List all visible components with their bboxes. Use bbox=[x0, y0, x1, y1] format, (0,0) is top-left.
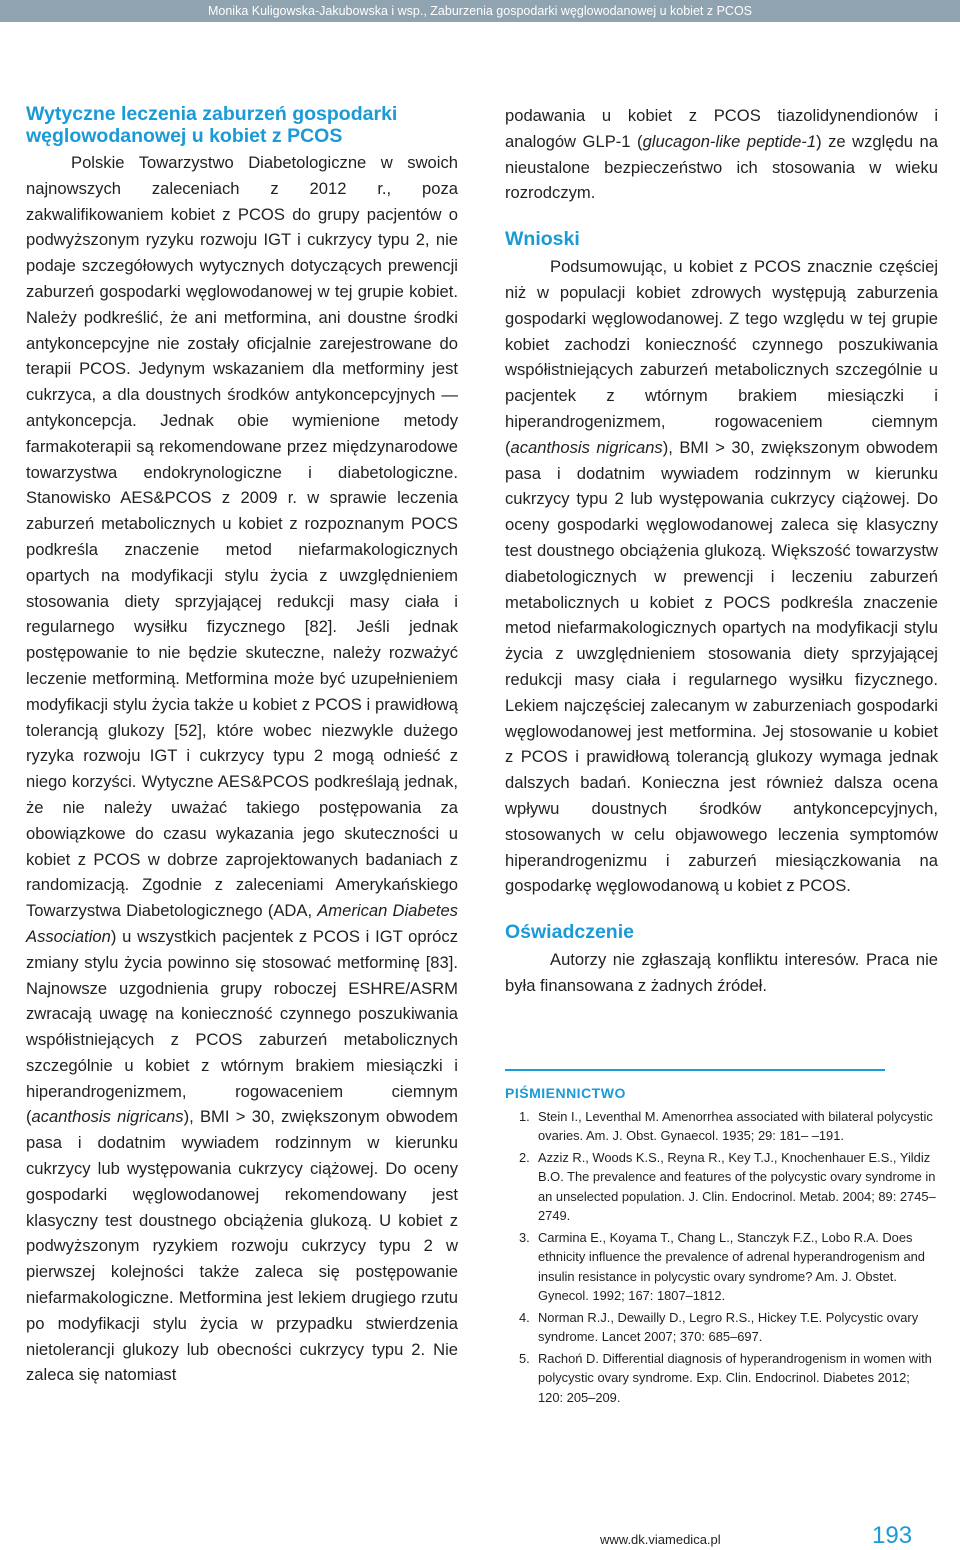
reference-item bbox=[505, 1148, 938, 1226]
section-heading-declaration: Oświadczenie bbox=[505, 921, 634, 944]
reference-text: Rachoń D. Differential diagnosis of hyperandrogenism in women with polycystic ovary syndrome. Exp. Clin. Endocrinol. Diabetes 2012; 120: 205–209. bbox=[538, 1350, 932, 1405]
reference-number: 5. bbox=[519, 1350, 530, 1366]
conclusions-paragraph: Podsumowując, u kobiet z PCOS znacznie częściej niż w populacji kobiet zdrowych występują zaburzenia gospodarki węglowodanowej. Z tego względu w tej grupie kobiet zachodzi konieczność czynnego poszukiwania współistniejących zaburzeń metabolicznych szczególnie u pacjentek z wtórnym brakiem miesiączki i hiperandrogenizmem, rogowaceniem ciemnym (acanthosis nigricans), BMI > 30, zwiększonym obwodem pasa i dodatnim wywiadem rodzinnym w kierunku cukrzycy typu 2 lub występowania cukrzycy ciążowej. Do oceny gospodarki węglowodanowej zaleca się klasyczny test doustnego obciążenia glukozą. Większość towarzystw diabetologicznych w prewencji i leczeniu zaburzeń metabolicznych u kobiet z POCS podkreśla znaczenie metod niefarmakologicznych opartych na modyfikacji stylu życia z uwzględnieniem stosowania diety sprzyjającej redukcji masy ciała i regularnego wysiłku fizycznego. Lekiem najczęściej zalecanym w zaburzeniach gospodarki węglowodanowej jest metformina. Jej stosowanie u kobiet z PCOS i prawidłową tolerancją glukozy wymaga jednak dalszych badań. Konieczna jest również dalsza ocena wpływu doustnych środków antykoncepcyjnych, stosowanych w celu objawowego leczenia symptomów hiperandrogenizmu i zaburzeń miesiączkowania na gospodarkę węglowodanową u kobiet z PCOS. bbox=[505, 257, 938, 896]
italic-term: acanthosis nigricans bbox=[510, 437, 663, 457]
guidelines-paragraph: Polskie Towarzystwo Diabetologiczne w swoich najnowszych zaleceniach z 2012 r., poza zakwalifikowaniem kobiet z PCOS do grupy pacjentów o podwyższonym ryzyku rozwoju IGT i cukrzycy typu 2, nie podaje szczegółowych wytycznych dotyczących prewencji zaburzeń gospodarki węglowodanowej w tej grupie kobiet. Należy podkreślić, że ani metformina, ani doustne środki antykoncepcyjne nie zostały oficjalnie zarejestrowane do terapii PCOS. Jedynym wskazaniem dla metforminy jest cukrzyca, a dla doustnych środków antykoncepcyjnych — antykoncepcja. Jednak obie wymienione metody farmakoterapii są rekomendowane przez międzynarodowe towarzystwa endokrynologiczne i diabetologiczne. Stanowisko AES&PCOS z 2009 r. w sprawie leczenia zaburzeń metabolicznych u kobiet z rozpoznanym POCS podkreśla znaczenie metod niefarmakologicznych opartych na modyfikacji stylu życia z uwzględnieniem stosowania diety sprzyjającej redukcji masy ciała i regularnego wysiłku fizycznego [82]. Jeśli jednak postępowanie to nie będzie skuteczne, należy rozważyć leczenie metforminą. Metformina może być uzupełnieniem modyfikacji stylu życia także u kobiet z PCOS i prawidłową tolerancją glukozy [52], które wobec niezwykle dużego ryzyka rozwoju IGT i cukrzycy typu 2 mogą odnieść z niego korzyści. Wytyczne AES&PCOS podkreślają jednak, że nie należy uważać takiego postępowania za obowiązkowe do czasu wykazania jego skuteczności u kobiet z PCOS w dobrze zaprojektowanych badaniach z randomizacją. Zgodnie z zaleceniami Amerykańskiego Towarzystwa Diabetologicznego (ADA, American Diabetes Association) u wszystkich pacjentek z PCOS i IGT oprócz zmiany stylu życia powinno się stosować metforminę [83]. Najnowsze uzgodnienia grupy roboczej ESHRE/ASRM zwracają uwagę na konieczność czynnego poszukiwania współistniejących z PCOS zaburzeń metabolicznych szczególnie u kobiet z wtórnym brakiem miesiączki i hiperandrogenizmem, rogowaceniem ciemnym (acanthosis nigricans), BMI > 30, zwiększonym obwodem pasa i dodatnim wywiadem rodzinnym w kierunku cukrzycy lub występowania cukrzycy ciążowej. Do oceny gospodarki węglowodanowej rekomendowany jest klasyczny test doustnego obciążenia glukozą. U kobiet z podwyższonym ryzykiem rozwoju cukrzycy typu 2 w pierwszej kolejności także zaleca się postępowanie niefarmakologiczne. Metformina jest lekiem drugiego rzutu po modyfikacji stylu życia w przypadku stwierdzenia nietolerancji glukozy lub obecności cukrzycy typu 2. Nie zaleca się natomiast bbox=[26, 153, 458, 1385]
references-list bbox=[505, 1107, 938, 1408]
section-heading-guidelines: Wytyczne leczenia zaburzeń gospodarki węglowodanowej u kobiet z PCOS bbox=[26, 103, 398, 147]
running-header bbox=[0, 0, 960, 22]
reference-number: 2. bbox=[519, 1149, 530, 1165]
reference-text: Carmina E., Koyama T., Chang L., Stanczyk F.Z., Lobo R.A. Does ethnicity influence the prevalence of adrenal hyperandrogenism and insulin resistance in polycystic ovary syndrome? Am. J. Obstet. Gynecol. 1992; 167: 1807–1812. bbox=[538, 1229, 925, 1304]
reference-text: Norman R.J., Dewailly D., Legro R.S., Hickey T.E. Polycystic ovary syndrome. Lancet 2007; 370: 685–697. bbox=[538, 1309, 919, 1345]
italic-term: acanthosis nigricans bbox=[31, 1107, 184, 1127]
right-column bbox=[505, 103, 938, 1409]
reference-text: Stein I., Leventhal M. Amenorrhea associated with bilateral polycystic ovaries. Am. J. Obst. Gynaecol. 1935; 29: 181– –191. bbox=[538, 1108, 933, 1144]
reference-text: Azziz R., Woods K.S., Reyna R., Key T.J., Knochenhauer E.S., Yildiz B.O. The prevalence and features of the polycystic ovary syndrome in an unselected population. J. Clin. Endocrinol. Metab. 2004; 89: 2745–2749. bbox=[538, 1149, 936, 1224]
page-number: 193 bbox=[872, 1522, 913, 1549]
reference-item bbox=[505, 1228, 938, 1306]
reference-number: 3. bbox=[519, 1229, 530, 1245]
reference-item bbox=[505, 1349, 938, 1408]
reference-item bbox=[505, 1107, 938, 1146]
running-title: Monika Kuligowska-Jakubowska i wsp., Zaburzenia gospodarki węglowodanowej u kobiet z PCOS bbox=[207, 4, 753, 18]
references-heading: PIŚMIENNICTWO bbox=[505, 1069, 885, 1101]
italic-term: glucagon-like peptide-1 bbox=[642, 131, 817, 151]
section-heading-conclusions: Wnioski bbox=[505, 228, 580, 251]
footer-url: www.dk.viamedica.pl bbox=[600, 1532, 721, 1547]
italic-term: American Diabetes Association bbox=[26, 901, 458, 946]
reference-item bbox=[505, 1308, 938, 1347]
continuation-paragraph: podawania u kobiet z PCOS tiazolidynendionów i analogów GLP-1 (glucagon-like peptide-1) ze względu na nieustalone bezpieczeństwo ich stosowania w wieku rozrodczym. bbox=[505, 106, 938, 203]
left-column bbox=[26, 103, 458, 1388]
reference-number: 4. bbox=[519, 1309, 530, 1325]
declaration-paragraph: Autorzy nie zgłaszają konfliktu interesów. Praca nie była finansowana z żadnych źródeł. bbox=[505, 950, 938, 995]
reference-number: 1. bbox=[519, 1108, 530, 1124]
